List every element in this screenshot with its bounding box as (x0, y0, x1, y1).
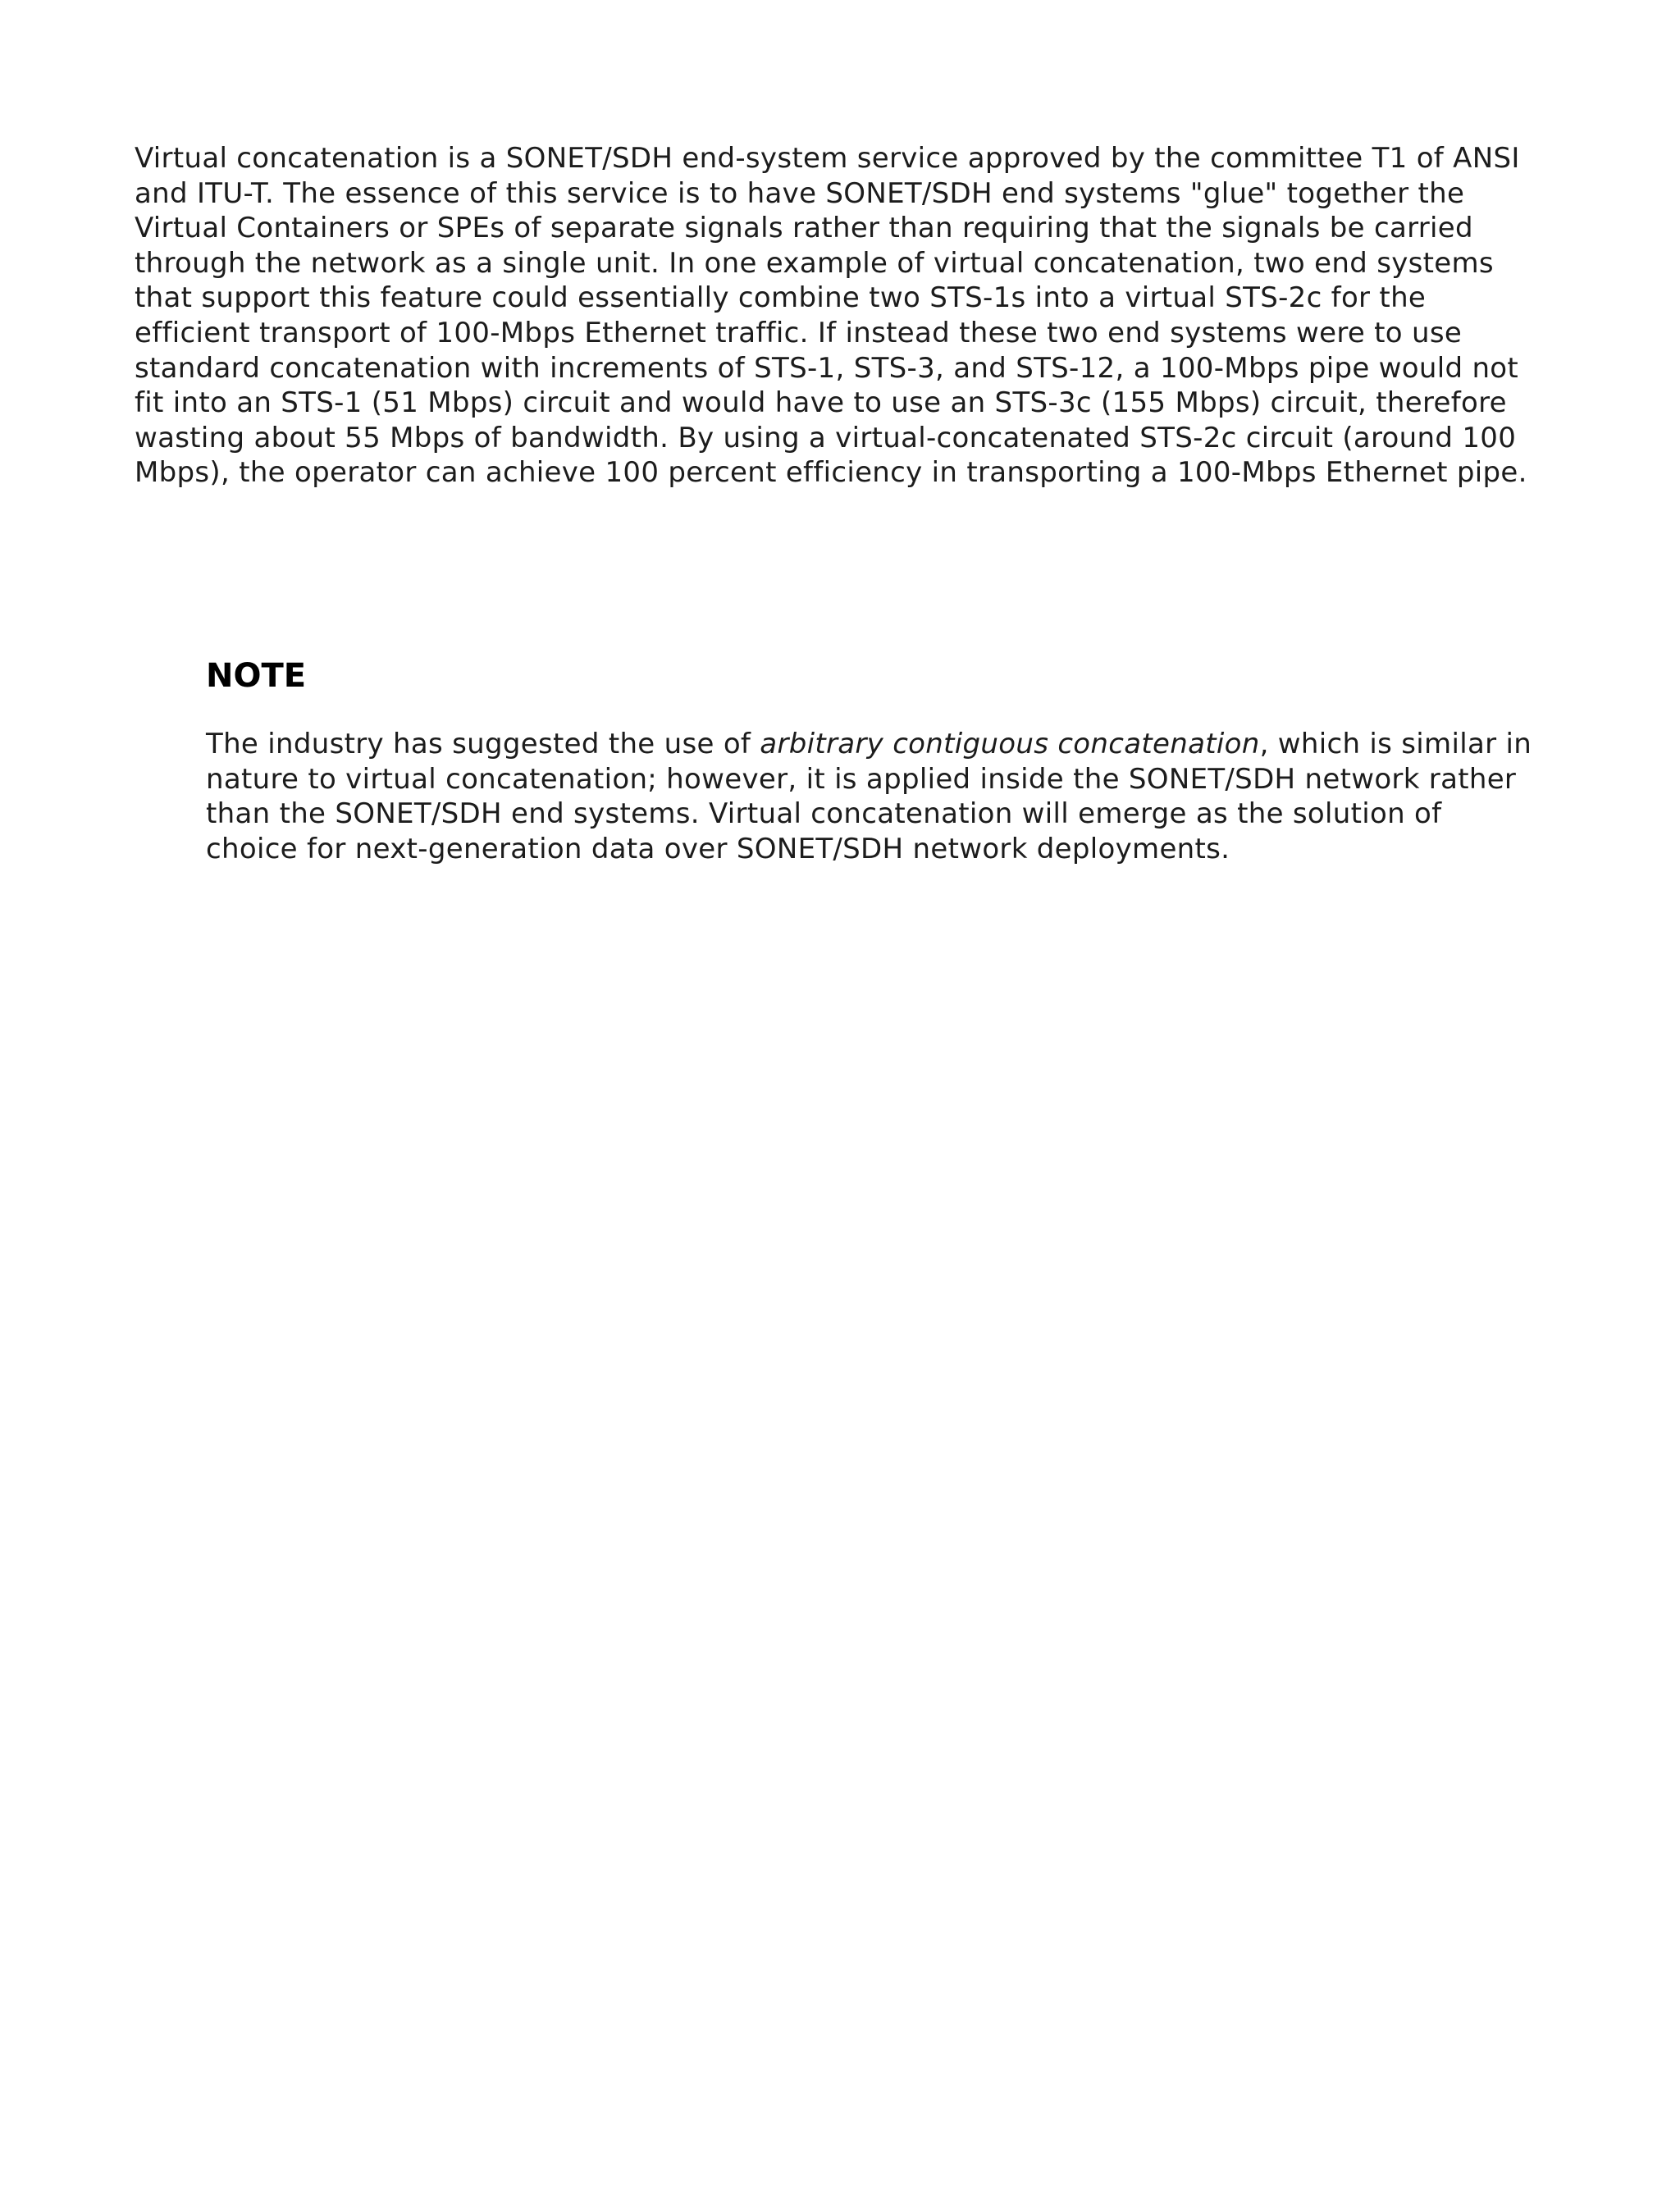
note-text-start: The industry has suggested the use of (206, 728, 760, 760)
note-emphasis-term: arbitrary contiguous concatenation (760, 728, 1260, 760)
body-paragraph: Virtual concatenation is a SONET/SDH end-system service approved by the committee T1 of ANSI and ITU-T. The essence of this service is to have SONET/SDH end systems "glue" together the Virtual Containers or SPEs of separate signals rather than requiring that the signals be carried through the network as a single unit. In one example of virtual concatenation, two end systems that support this feature could essentially combine two STS-1s into a virtual STS-2c for the efficient transport of 100-Mbps Ethernet traffic. If instead these two end systems were to use standard concatenation with increments of STS-1, STS-3, and STS-12, a 100-Mbps pipe would not fit into an STS-1 (51 Mbps) circuit and would have to use an STS-3c (155 Mbps) circuit, therefore wasting about 55 Mbps of bandwidth. By using a virtual-concatenated STS-2c circuit (around 100 Mbps), the operator can achieve 100 percent efficiency in transporting a 100-Mbps Ethernet pipe. (135, 142, 1527, 490)
note-paragraph (206, 727, 1535, 866)
note-title: NOTE (206, 657, 307, 695)
note-text-end: , which is similar in nature to virtual concatenation; however, it is applied inside the SONET/SDH network rather than the SONET/SDH end systems. Virtual concatenation will emerge as the solution of choice for next-generation data over SONET/SDH network deployments. (206, 728, 1532, 865)
